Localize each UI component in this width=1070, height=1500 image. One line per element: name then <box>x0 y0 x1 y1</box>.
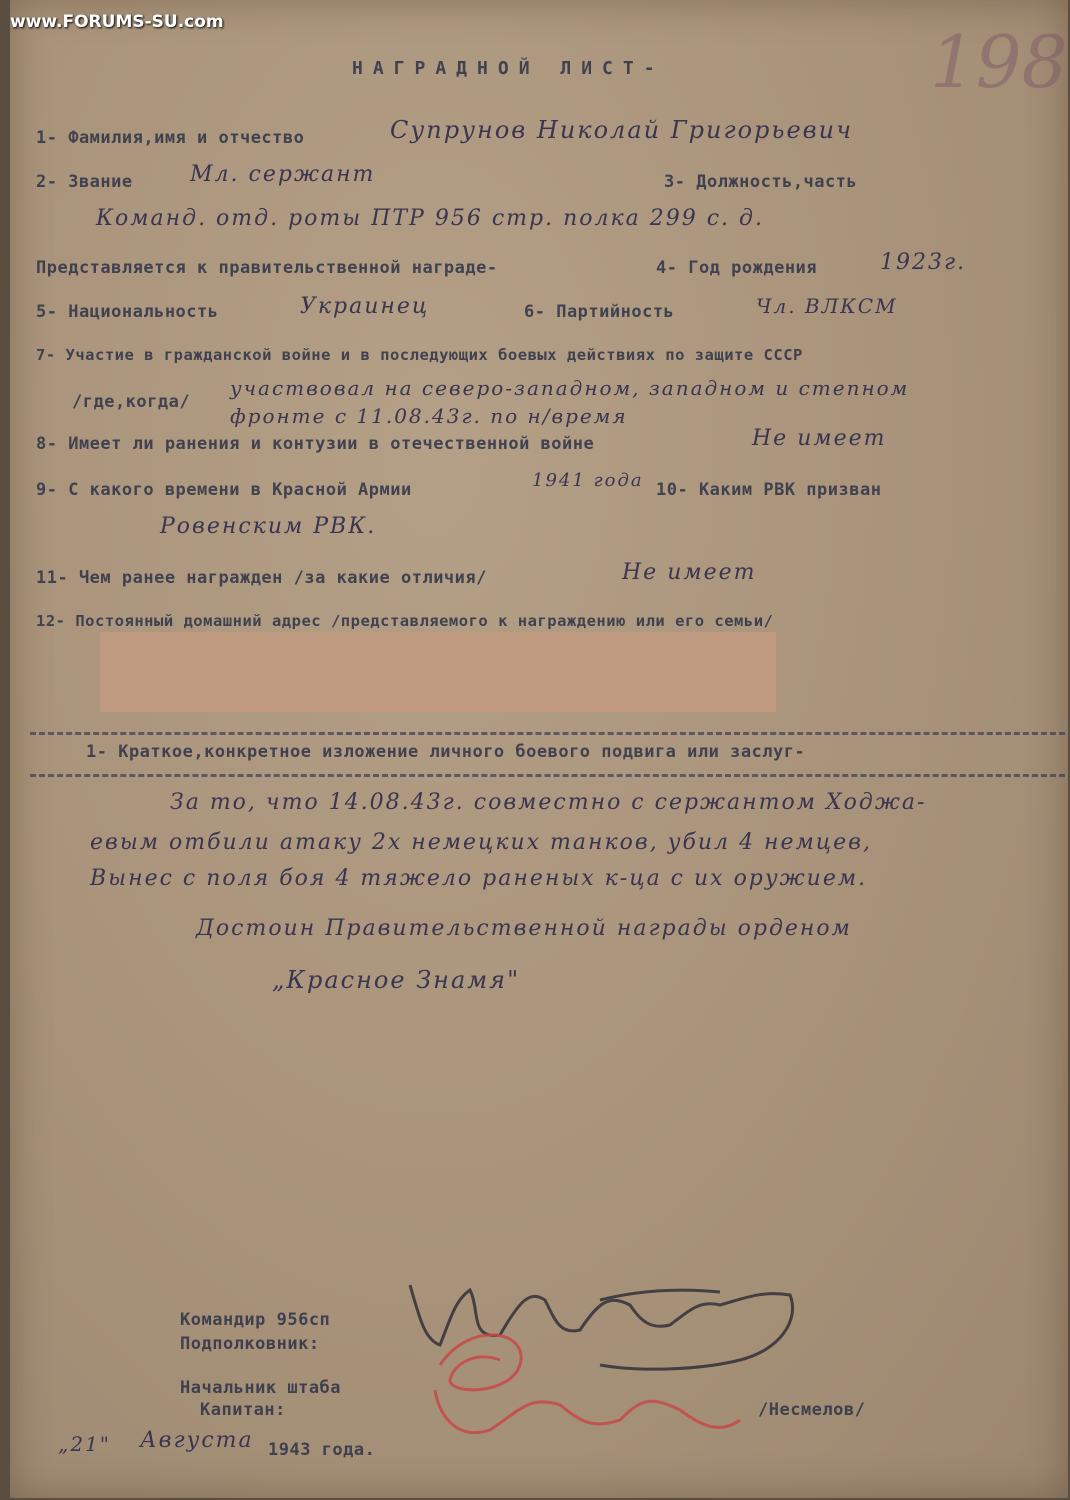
field-7-value-line-2: фронте с 11.08.43г. по н/время <box>230 404 628 428</box>
narrative-line-1: За то, что 14.08.43г. совместно с сержантом Ходжа- <box>170 790 927 815</box>
chief-signature <box>435 1335 740 1433</box>
field-7-label: 7- Участие в гражданской войне и в последующих боевых действиях по защите СССР <box>36 346 803 364</box>
commander-signature <box>410 1285 793 1369</box>
chief-title: Начальник штаба <box>180 1378 342 1398</box>
date-month: Августа <box>140 1428 254 1453</box>
field-6-value: Чл. ВЛКСМ <box>756 294 898 318</box>
field-4-value: 1923г. <box>880 250 967 275</box>
narrative-line-4: Достоин Правительственной награды орденом <box>196 916 852 941</box>
field-5-value: Украинец <box>300 294 430 319</box>
field-4-label: 4- Год рождения <box>656 258 818 278</box>
field-3-value: Команд. отд. роты ПТР 956 стр. полка 299 с. д. <box>96 206 764 231</box>
field-10-label: 10- Каким РВК призван <box>656 480 882 500</box>
field-12-label: 12- Постоянный домашний адрес /представляемого к награждению или его семьи/ <box>36 612 774 630</box>
field-1-label: 1- Фамилия,имя и отчество <box>36 128 305 148</box>
field-7-label-where: /где,когда/ <box>72 392 191 412</box>
field-6-label: 6- Партийность <box>524 302 675 322</box>
presented-label: Представляется к правительственной награде- <box>36 258 498 278</box>
field-9-label: 9- С какого времени в Красной Армии <box>36 480 412 500</box>
date-year: 1943 года. <box>268 1440 376 1460</box>
narrative-line-3: Вынес с поля боя 4 тяжело раненых к-ца с их оружием. <box>90 866 868 891</box>
field-10-value: Ровенским РВК. <box>160 514 377 539</box>
field-2-value: Мл. сержант <box>190 162 376 187</box>
narrative-line-2: евым отбили атаку 2х немецких танков, убил 4 немцев, <box>90 830 872 855</box>
commander-rank: Подполковник: <box>180 1334 320 1354</box>
field-5-label: 5- Национальность <box>36 302 219 322</box>
narrative-line-5: „Красное Знамя" <box>272 966 521 994</box>
field-3-label: 3- Должность,часть <box>664 172 858 192</box>
archive-number: 198 <box>930 20 1068 104</box>
commander-title: Командир 956сп <box>180 1310 331 1330</box>
field-1-value: Супрунов Николай Григорьевич <box>390 116 854 144</box>
field-7-value-line-1: участвовал на северо-западном, западном и степном <box>230 376 910 400</box>
field-11-label: 11- Чем ранее награжден /за какие отличия/ <box>36 568 487 588</box>
section-heading: 1- Краткое,конкретное изложение личного боевого подвига или заслуг- <box>86 742 806 762</box>
chief-rank: Капитан: <box>200 1400 286 1420</box>
watermark: www.FORUMS-SU.com <box>10 12 224 32</box>
field-9-value: 1941 года <box>532 470 644 491</box>
date-day: „21" <box>58 1432 112 1456</box>
document-title: НАГРАДНОЙ ЛИСТ- <box>352 58 665 79</box>
field-8-value: Не имеет <box>752 426 887 451</box>
field-11-value: Не имеет <box>622 560 757 585</box>
chief-name: /Несмелов/ <box>758 1400 866 1420</box>
field-2-label: 2- Звание <box>36 172 133 192</box>
field-8-label: 8- Имеет ли ранения и контузии в отечественной войне <box>36 434 595 454</box>
